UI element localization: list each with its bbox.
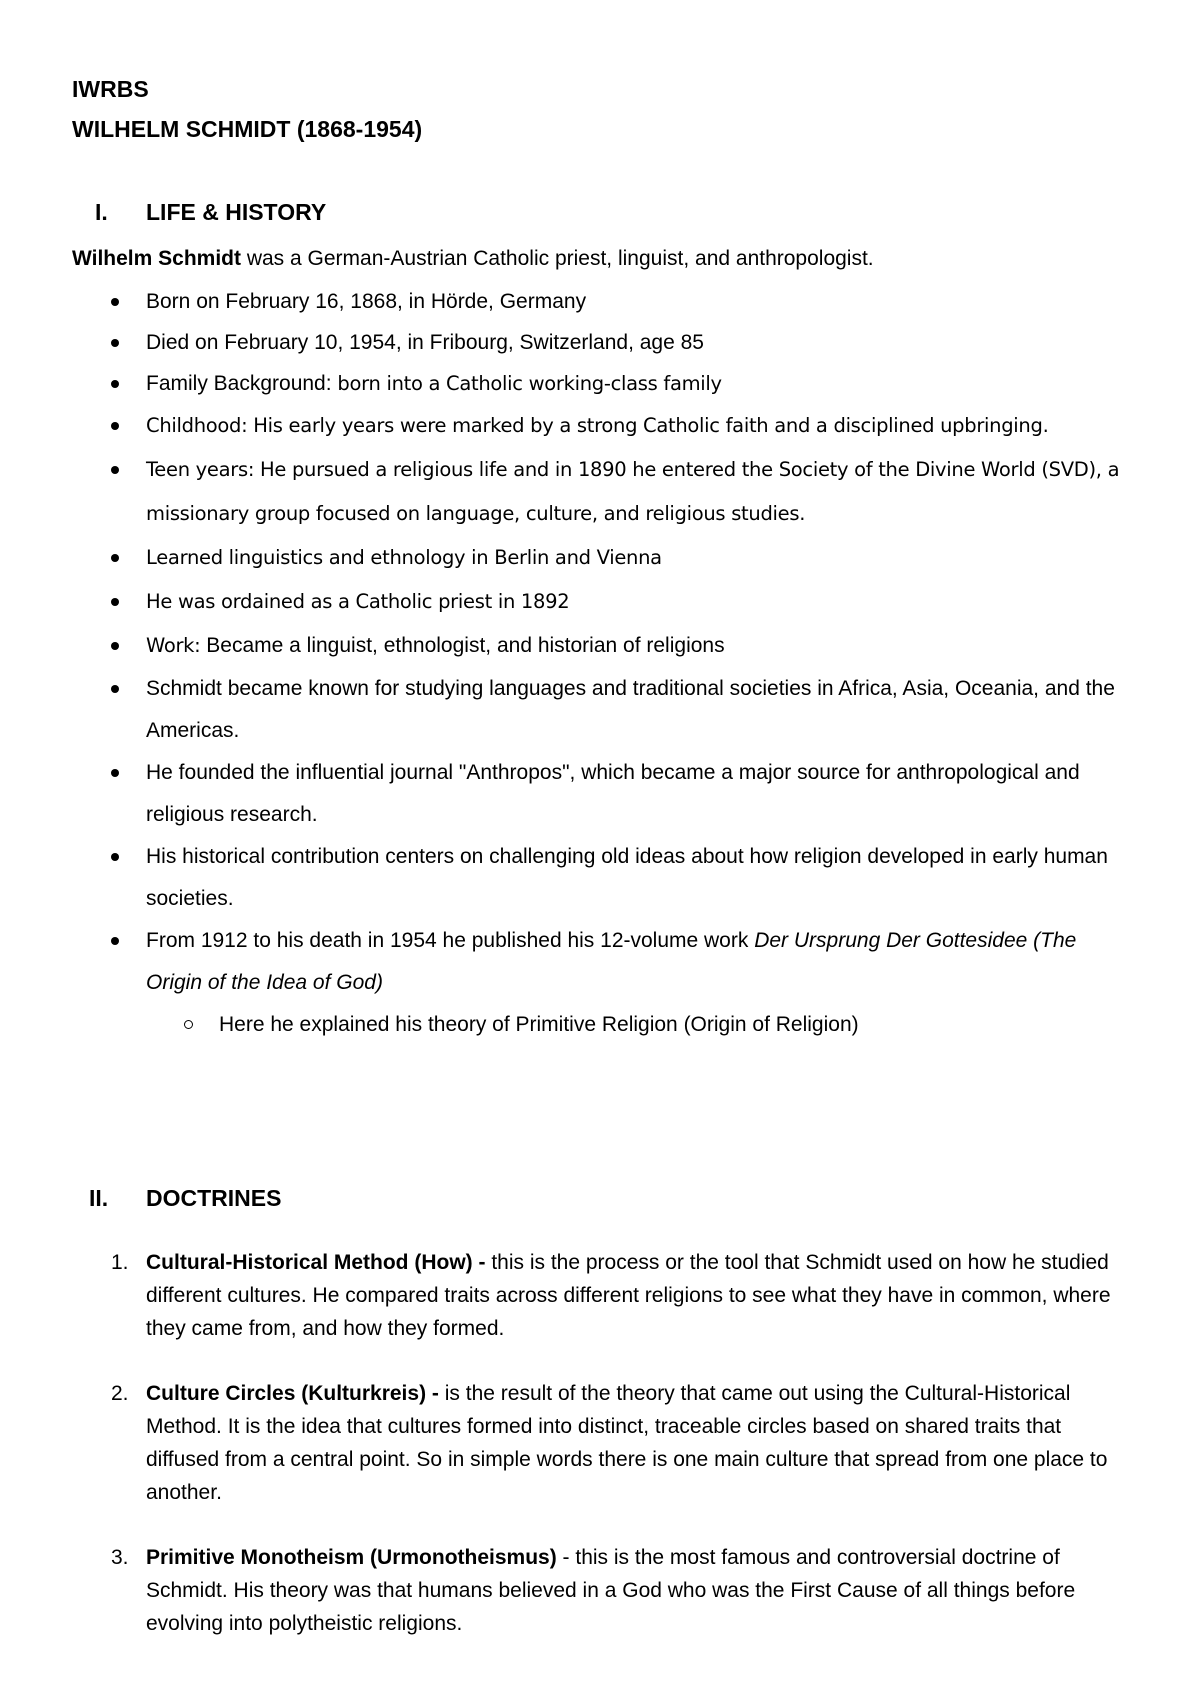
list-item-text: Born on February 16, 1868, in Hörde, Germany — [146, 290, 587, 313]
doctrine-text: - this is the most famous and controversial doctrine of Schmidt. His theory was that humans believed in a God who was the First Cause of all things before evolving into polytheistic religions. — [146, 1546, 1076, 1635]
doctrine-item — [0, 1541, 1200, 1640]
list-item-text: He was ordained as a Catholic priest in 1892 — [146, 590, 570, 613]
bullet-icon — [111, 380, 119, 388]
doctrine-term: Cultural-Historical Method (How) - — [146, 1251, 486, 1274]
course-code: IWRBS — [72, 76, 149, 102]
list-item — [0, 752, 1200, 836]
doctrine-item — [0, 1246, 1200, 1345]
section-numeral: I. — [95, 199, 108, 225]
list-item-text: Became a linguist, ethnologist, and historian of religions — [200, 634, 725, 657]
list-item — [0, 404, 1200, 448]
doctrine-number: 1. — [111, 1251, 129, 1274]
sub-list-item-text: Here he explained his theory of Primitive Religion (Origin of Religion) — [219, 1013, 859, 1036]
doctrine-term: Culture Circles (Kulturkreis) - — [146, 1382, 439, 1405]
list-item-text: Childhood: His early years were marked by a strong Catholic faith and a disciplined upbringing. — [146, 414, 1049, 437]
list-item — [0, 668, 1200, 752]
bullet-icon — [111, 466, 119, 474]
list-item — [0, 448, 1200, 536]
list-item — [0, 536, 1200, 580]
list-item-text: Schmidt became known for studying languages and traditional societies in Africa, Asia, Oceania, and the Americas. — [146, 677, 1115, 742]
list-item-text: From 1912 to his death in 1954 he published his 12-volume work — [146, 929, 755, 952]
intro-paragraph — [72, 244, 874, 274]
bullet-icon — [111, 937, 119, 945]
list-item — [0, 281, 1200, 322]
intro-name: Wilhelm Schmidt — [72, 247, 241, 270]
section-title: LIFE & HISTORY — [146, 199, 327, 225]
doctrines-list — [0, 1246, 1200, 1672]
list-item — [0, 624, 1200, 668]
doctrine-text: this is the process or the tool that Schmidt used on how he studied different cultures. He compared traits across different religions to see what they have in common, where they came from, and how they formed. — [146, 1251, 1111, 1340]
list-item — [0, 920, 1200, 1004]
doctrine-number: 3. — [111, 1546, 129, 1569]
list-item-label: Family Background: — [146, 372, 338, 395]
intro-text: was a German-Austrian Catholic priest, linguist, and anthropologist. — [241, 247, 874, 270]
list-item — [0, 322, 1200, 363]
bullet-icon — [111, 422, 119, 430]
list-item — [0, 363, 1200, 404]
doctrine-term: Primitive Monotheism (Urmonotheismus) — [146, 1546, 557, 1569]
bullet-icon — [111, 298, 119, 306]
doctrine-text: is the result of the theory that came out using the Cultural-Historical Method. It is the idea that cultures formed into distinct, traceable circles based on shared traits that diffused from a central point. So in simple words there is one main culture that spread from one place to another. — [146, 1382, 1108, 1504]
hollow-bullet-icon — [184, 1020, 193, 1029]
bullet-icon — [111, 554, 119, 562]
list-item-text: Died on February 10, 1954, in Fribourg, Switzerland, age 85 — [146, 331, 704, 354]
section-numeral: II. — [89, 1185, 109, 1211]
list-item — [0, 836, 1200, 920]
bullet-icon — [111, 642, 119, 650]
list-item-text: He founded the influential journal "Anthropos", which became a major source for anthropological and religious research. — [146, 761, 1080, 826]
document-title: WILHELM SCHMIDT (1868-1954) — [72, 116, 423, 142]
list-item-text: Learned linguistics and ethnology in Berlin and Vienna — [146, 546, 662, 569]
life-history-list — [0, 281, 1200, 1046]
list-item-text: born into a Catholic working-class family — [337, 372, 722, 395]
sub-list-item — [0, 1004, 1200, 1046]
bullet-icon — [111, 853, 119, 861]
bullet-icon — [111, 598, 119, 606]
bullet-icon — [111, 769, 119, 777]
list-item-label: Work: — [146, 634, 201, 657]
bullet-icon — [111, 685, 119, 693]
list-item-text: Teen years: He pursued a religious life and in 1890 he entered the Society of the Divine World (SVD), a missionary group focused on language, culture, and religious studies. — [146, 458, 1120, 525]
list-item — [0, 580, 1200, 624]
book-title: Der Ursprung Der Gottesidee (The Origin of the Idea of God) — [146, 929, 1077, 994]
doctrine-number: 2. — [111, 1382, 129, 1405]
doctrine-item — [0, 1377, 1200, 1509]
bullet-icon — [111, 339, 119, 347]
section-title: DOCTRINES — [146, 1185, 282, 1211]
list-item-text: His historical contribution centers on challenging old ideas about how religion developed in early human societies. — [146, 845, 1108, 910]
